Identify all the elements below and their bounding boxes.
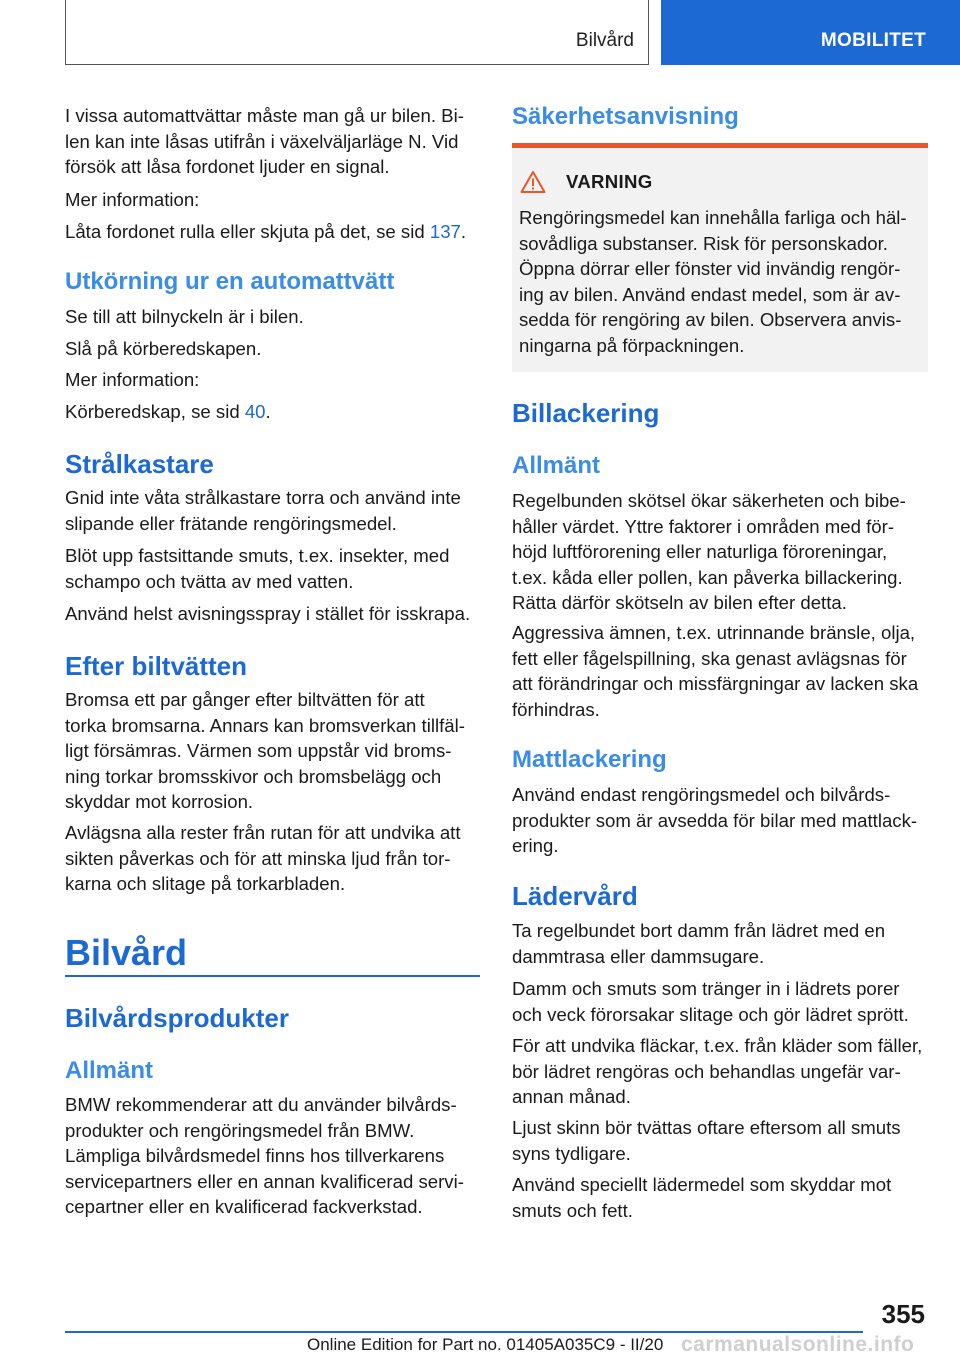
- text-line: len kan inte låsas utifrån i växelväljarläge N. Vid: [65, 130, 459, 152]
- cross-reference: Låta fordonet rulla eller skjuta på det, se sid 137.: [65, 221, 467, 242]
- page-link-137[interactable]: 137: [429, 221, 461, 242]
- watermark: carmanualsonline.info: [681, 1333, 915, 1356]
- heading-matte-paint: Mattlackering: [512, 746, 667, 773]
- warning-header: [520, 170, 652, 194]
- header-chapter-title: MOBILITET: [820, 30, 926, 51]
- chapter-heading-car-care: Bilvård: [65, 932, 188, 973]
- heading-paintwork: Billackering: [512, 398, 660, 428]
- paragraph: Använd speciellt lädermedel som skyddar mot smuts och fett.: [512, 1174, 892, 1221]
- text-line: försök att låsa fordonet ljuder en signal.: [65, 156, 390, 177]
- heading-exit-car-wash: Utkörning ur en automattvätt: [65, 268, 395, 295]
- paragraph-intro: [65, 103, 480, 180]
- warning-text: Rengöringsmedel kan innehålla farliga och häl- sovådliga substanser. Risk för personskador. Öppna dörrar eller fönster vid invändig rengör- ing av bilen. Använd endast medel, som är av- sedda för rengöring av bilen. Observera anvis- ningarna på förpackningen.: [519, 207, 907, 356]
- chapter-heading-rule: [65, 975, 480, 977]
- warning-box: [512, 148, 928, 372]
- heading-safety-notice: Säkerhetsanvisning: [512, 103, 739, 130]
- paragraph: Se till att bilnyckeln är i bilen.: [65, 306, 304, 327]
- paragraph: Aggressiva ämnen, t.ex. utrinnande bränsle, olja, fett eller fågelspillning, ska genast avlägsnas för att förändringar och missfärgningar av lacken ska förhindras.: [512, 622, 919, 720]
- paragraph: För att undvika fläckar, t.ex. från kläder som fäller, bör lädret rengöras och behandlas ungefär var- annan månad.: [512, 1035, 923, 1107]
- more-info-label: Mer information:: [65, 189, 200, 210]
- page-number: 355: [881, 1299, 925, 1329]
- heading-care-products: Bilvårdsprodukter: [65, 1003, 289, 1033]
- paragraph: Blöt upp fastsittande smuts, t.ex. insekter, med schampo och tvätta av med vatten.: [65, 545, 450, 592]
- more-info-label: Mer information:: [65, 369, 200, 390]
- header-section-title: Bilvård: [575, 30, 634, 51]
- text-line: I vissa automattvättar måste man gå ur bilen. Bi-: [65, 105, 464, 126]
- paragraph: Gnid inte våta strålkastare torra och använd inte slipande eller frätande rengöringsmedel.: [65, 487, 461, 534]
- paragraph: Bromsa ett par gånger efter biltvätten för att torka bromsarna. Annars kan bromsverkan tillfäl- ligt försämras. Värmen som uppstår vid broms- ning torkar bromsskivor och bromsbelägg och skyddar mot korrosion.: [65, 689, 465, 812]
- heading-general: Allmänt: [65, 1057, 154, 1084]
- page-link-40[interactable]: 40: [244, 401, 266, 422]
- paragraph: BMW rekommenderar att du använder bilvårds- produkter och rengöringsmedel från BMW. Lämpliga bilvårdsmedel finns hos tillverkarens servicepartners eller en annan kvalificerad servi- cepartner eller en kvalificerad fackverkstad.: [65, 1094, 464, 1217]
- header-chapter-tab: [661, 0, 960, 65]
- header-section-tab: [65, 0, 649, 65]
- footer-edition: Online Edition for Part no. 01405A035C9 - II/20: [307, 1335, 664, 1354]
- heading-after-car-wash: Efter biltvätten: [65, 651, 248, 681]
- paragraph: Damm och smuts som tränger in i lädrets porer och veck förorsakar slitage och gör lädret sprött.: [512, 978, 909, 1025]
- heading-leather-care: Lädervård: [512, 881, 638, 911]
- warning-title: VARNING: [566, 171, 653, 192]
- heading-general: Allmänt: [512, 452, 601, 479]
- warning-triangle-icon: [520, 170, 546, 194]
- paragraph: Använd endast rengöringsmedel och bilvårds- produkter som är avsedda för bilar med mattlack- ering.: [512, 784, 918, 856]
- paragraph: Slå på körberedskapen.: [65, 338, 262, 359]
- paragraph: Använd helst avisningsspray i stället för isskrapa.: [65, 603, 471, 624]
- heading-headlights: Strålkastare: [65, 449, 214, 479]
- paragraph: Avlägsna alla rester från rutan för att undvika att sikten påverkas och för att minska ljud från tor- karna och slitage på torkarbladen.: [65, 822, 461, 894]
- paragraph: Ljust skinn bör tvättas oftare eftersom all smuts syns tydligare.: [512, 1117, 901, 1164]
- paragraph: Ta regelbundet bort damm från lädret med en dammtrasa eller dammsugare.: [512, 920, 886, 967]
- cross-reference: Körberedskap, se sid 40.: [65, 401, 271, 422]
- paragraph: Regelbunden skötsel ökar säkerheten och bibe- håller värdet. Yttre faktorer i områden med för- höjd luftförorening eller naturliga föroreningar, t.ex. kåda eller pollen, kan påverka billackering. Rätta därför skötseln av bilen efter detta.: [512, 490, 906, 613]
